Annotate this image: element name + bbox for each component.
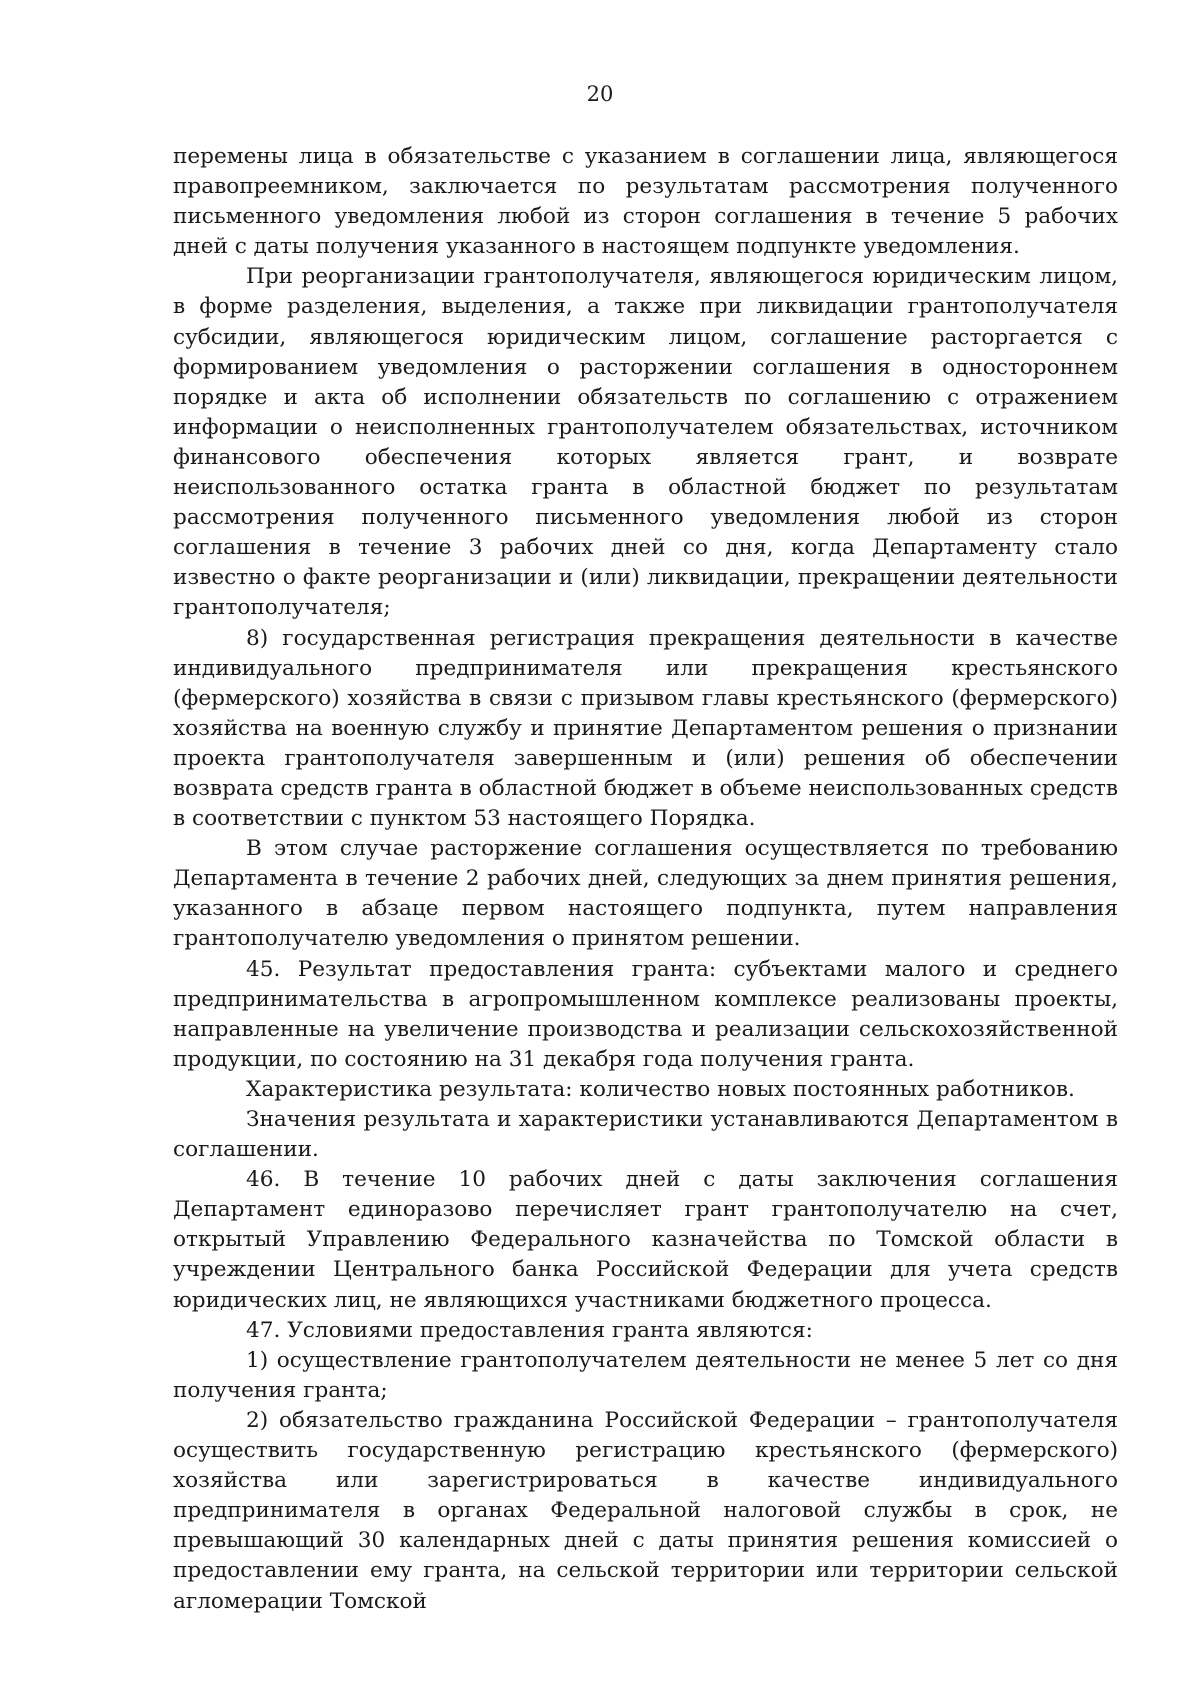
paragraph-condition-2: 2) обязательство гражданина Российской Федерации – грантополучателя осуществить государственную регистрацию крестьянского (фермерского) хозяйства или зарегистрироваться в качестве индивидуального предпринимателя в органах Федеральной налоговой службы в срок, не превышающий 30 календарных дней с даты принятия решения комиссией о предоставлении ему гранта, на сельской территории или территории сельской агломерации Томской [173,1407,1118,1614]
paragraph-continuation: перемены лица в обязательстве с указанием в соглашении лица, являющегося правопреемником, заключается по результатам рассмотрения полученного письменного уведомления любой из сторон соглашения в течение 5 рабочих дней с даты получения указанного в настоящем подпункте уведомления. [173,144,1118,260]
paragraph-result-values: Значения результата и характеристики устанавливаются Департаментом в соглашении. [173,1107,1118,1163]
paragraph-clause-46: 46. В течение 10 рабочих дней с даты заключения соглашения Департамент единоразово перечисляет грант грантополучателю на счет, открытый Управлению Федерального казначейства по Томской области в учреждении Центрального банка Российской Федерации для учета средств юридических лиц, не являющихся участниками бюджетного процесса. [173,1167,1118,1313]
paragraph-condition-1: 1) осуществление грантополучателем деятельности не менее 5 лет со дня получения гранта; [173,1347,1118,1403]
paragraph-termination-case: В этом случае расторжение соглашения осуществляется по требованию Департамента в течение 2 рабочих дней, следующих за днем принятия решения, указанного в абзаце первом настоящего подпункта, путем направления грантополучателю уведомления о принятом решении. [173,836,1118,952]
paragraph-reorganization: При реорганизации грантополучателя, являющегося юридическим лицом, в форме разделения, выделения, а также при ликвидации грантополучателя субсидии, являющегося юридическим лицом, соглашение расторгается с формированием уведомления о расторжении соглашения в одностороннем порядке и акта об исполнении обязательств по соглашению с отражением информации о неисполненных грантополучателем обязательствах, источником финансового обеспечения которых является грант, и возврате неиспользованного остатка гранта в областной бюджет по результатам рассмотрения полученного письменного уведомления любой из сторон соглашения в течение 3 рабочих дней со дня, когда Департаменту стало известно о факте реорганизации и (или) ликвидации, прекращении деятельности грантополучателя; [173,264,1118,621]
paragraph-item-8: 8) государственная регистрация прекращения деятельности в качестве индивидуального предпринимателя или прекращения крестьянского (фермерского) хозяйства в связи с призывом главы крестьянского (фермерского) хозяйства на военную службу и принятие Департаментом решения о признании проекта грантополучателя завершенным и (или) решения об обеспечении возврата средств гранта в областной бюджет в объеме неиспользованных средств в соответствии с пунктом 53 настоящего Порядка. [173,625,1118,832]
paragraph-result-characteristic: Характеристика результата: количество новых постоянных работников. [246,1076,1075,1102]
document-body [173,142,1118,1617]
paragraph-clause-45: 45. Результат предоставления гранта: субъектами малого и среднего предпринимательства в агропромышленном комплексе реализованы проекты, направленные на увеличение производства и реализации сельскохозяйственной продукции, по состоянию на 31 декабря года получения гранта. [173,956,1118,1072]
page-number: 20 [586,82,614,106]
paragraph-clause-47: 47. Условиями предоставления гранта являются: [246,1317,813,1343]
